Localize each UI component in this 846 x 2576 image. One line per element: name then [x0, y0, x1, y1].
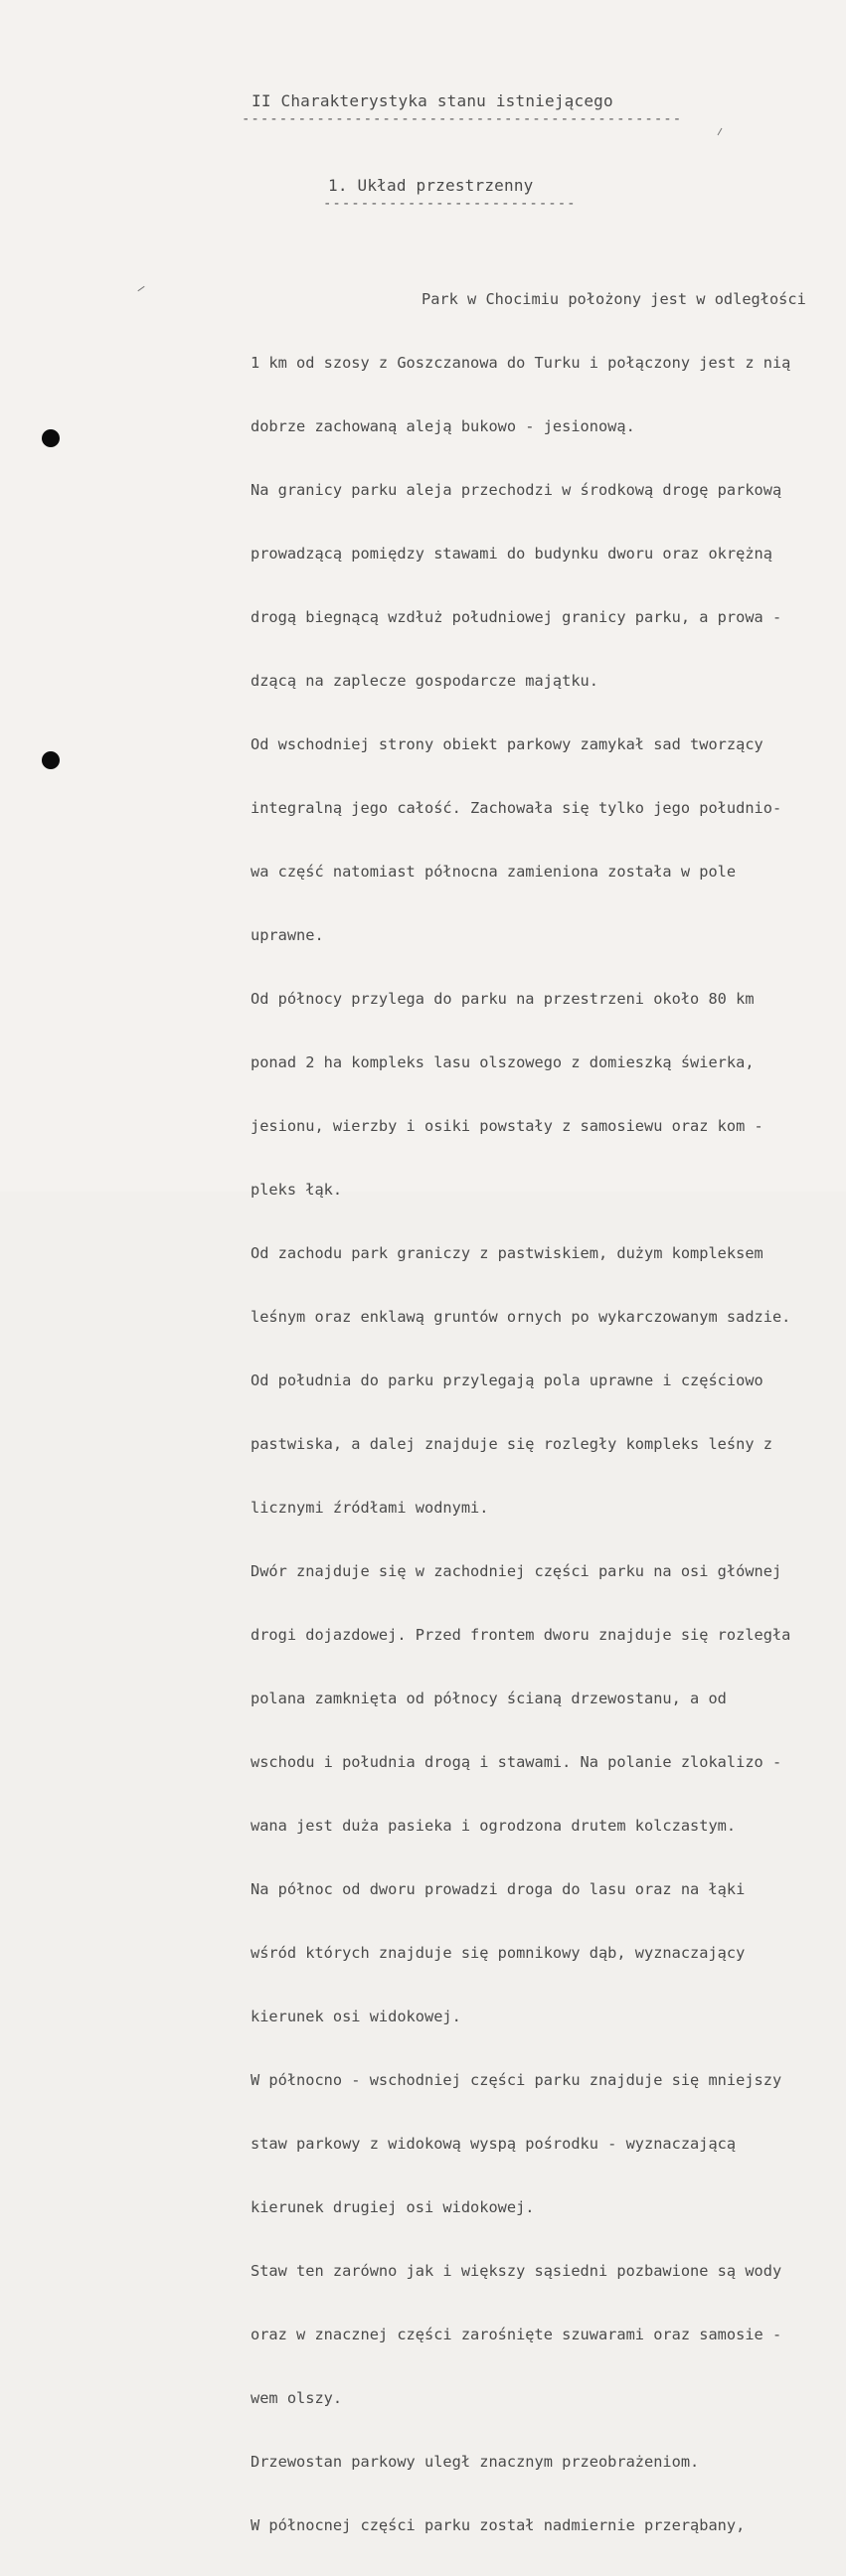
text-line: wschodu i południa drogą i stawami. Na polanie zlokalizo -	[251, 1753, 782, 1771]
text-line: dobrze zachowaną aleją bukowo - jesionową.	[251, 417, 635, 435]
text-line: wem olszy.	[251, 2389, 343, 2407]
body-text	[251, 248, 845, 2576]
punch-hole-top	[42, 429, 60, 447]
text-line: Od zachodu park graniczy z pastwiskiem, dużym kompleksem	[251, 1244, 763, 1262]
subsection-title: 1. Układ przestrzenny	[328, 176, 534, 195]
text-line: W północno - wschodniej części parku znajduje się mniejszy	[251, 2071, 782, 2089]
text-line: Na północ od dworu prowadzi droga do lasu oraz na łąki	[251, 1880, 746, 1898]
text-line: 1 km od szosy z Goszczanowa do Turku i połączony jest z nią	[251, 354, 791, 372]
text-line: polana zamknięta od północy ścianą drzewostanu, a od	[251, 1690, 727, 1707]
text-line: Od południa do parku przylegają pola uprawne i częściowo	[251, 1371, 763, 1389]
text-line: Staw ten zarówno jak i większy sąsiedni pozbawione są wody	[251, 2262, 782, 2280]
text-line: staw parkowy z widokową wyspą pośrodku - wyznaczającą	[251, 2135, 737, 2153]
text-line: wśród których znajduje się pomnikowy dąb, wyznaczający	[251, 1944, 746, 1962]
section-title-underline: -----------------------------------------------	[242, 111, 683, 127]
text-line: dzącą na zaplecze gospodarcze majątku.	[251, 672, 598, 690]
section-title: II Charakterystyka stanu istniejącego	[252, 91, 613, 110]
text-line: leśnym oraz enklawą gruntów ornych po wykarczowanym sadzie.	[251, 1308, 791, 1326]
text-line: Park w Chocimiu położony jest w odległości	[422, 290, 806, 308]
text-line: uprawne.	[251, 926, 324, 944]
text-line: kierunek osi widokowej.	[251, 2008, 461, 2025]
text-line: Od wschodniej strony obiekt parkowy zamykał sad tworzący	[251, 735, 763, 753]
text-line: wana jest duża pasieka i ogrodzona drutem kolczastym.	[251, 1817, 737, 1835]
text-line: kierunek drugiej osi widokowej.	[251, 2198, 535, 2216]
text-line: Na granicy parku aleja przechodzi w środkową drogę parkową	[251, 481, 782, 499]
text-line: prowadzącą pomiędzy stawami do budynku dworu oraz okrężną	[251, 545, 772, 563]
text-line: pastwiska, a dalej znajduje się rozległy kompleks leśny z	[251, 1435, 772, 1453]
text-line: drogi dojazdowej. Przed frontem dworu znajduje się rozległa	[251, 1626, 791, 1644]
text-line: Drzewostan parkowy uległ znacznym przeobrażeniom.	[251, 2453, 700, 2471]
subsection-title-underline: ---------------------------	[323, 196, 577, 212]
text-line: drogą biegnącą wzdłuż południowej granicy parku, a prowa -	[251, 608, 782, 626]
text-line: integralną jego całość. Zachowała się tylko jego południo-	[251, 799, 782, 817]
text-line: wa część natomiast północna zamieniona została w pole	[251, 863, 737, 881]
text-line: Dwór znajduje się w zachodniej części parku na osi głównej	[251, 1562, 782, 1580]
paper-mark	[137, 286, 144, 291]
text-line: ponad 2 ha kompleks lasu olszowego z domieszką świerka,	[251, 1053, 755, 1071]
punch-hole-bottom	[42, 751, 60, 769]
text-line: licznymi źródłami wodnymi.	[251, 1499, 489, 1517]
text-line: W północnej części parku został nadmiernie przerąbany,	[251, 2516, 746, 2534]
text-line: oraz w znacznej części zarośnięte szuwarami oraz samosie -	[251, 2326, 782, 2343]
text-line: Od północy przylega do parku na przestrzeni około 80 km	[251, 990, 755, 1008]
paper-mark	[718, 128, 723, 135]
text-line: pleks łąk.	[251, 1181, 343, 1199]
text-line: jesionu, wierzby i osiki powstały z samosiewu oraz kom -	[251, 1117, 763, 1135]
